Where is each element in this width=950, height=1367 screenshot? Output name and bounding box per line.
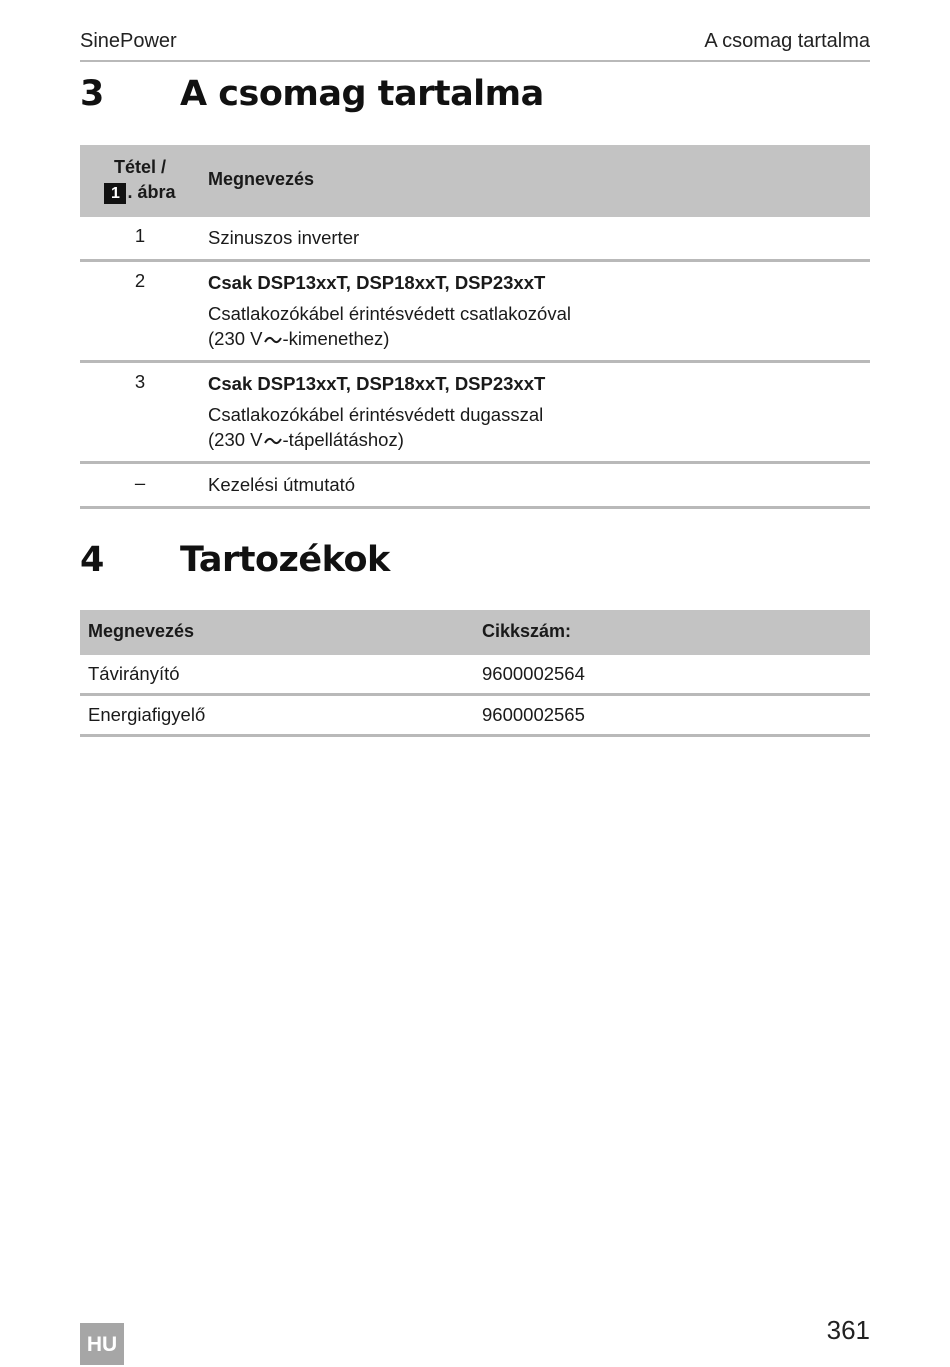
section-number: 3 <box>80 74 104 114</box>
item-column-header <box>80 155 200 205</box>
item-description-prefix: (230 V <box>208 429 263 450</box>
item-description-suffix: -tápellátáshoz) <box>282 429 404 450</box>
table-row <box>80 696 870 737</box>
figure-number-badge: 1 <box>104 183 126 204</box>
section-number: 4 <box>80 540 104 580</box>
article-number-column-header: Cikkszám: <box>482 621 572 641</box>
item-header-label: Tétel / <box>113 157 166 177</box>
package-contents-table <box>80 145 870 509</box>
page-number: 361 <box>826 1315 870 1345</box>
figure-header-label: . ábra <box>127 182 176 202</box>
table-header <box>80 610 870 655</box>
item-description: Csatlakozókábel érintésvédett csatlakozóval <box>208 303 571 324</box>
accessories-table <box>80 610 870 737</box>
table-row <box>80 363 870 464</box>
header-chapter-title: A csomag tartalma <box>704 30 870 52</box>
table-row <box>80 217 870 262</box>
accessory-name: Távirányító <box>88 663 180 684</box>
page-header <box>80 28 870 62</box>
item-number: 2 <box>134 270 146 291</box>
model-restriction-note: Csak DSP13xxT, DSP18xxT, DSP23xxT <box>208 272 546 293</box>
item-description: Szinuszos inverter <box>208 227 360 248</box>
section-title: A csomag tartalma <box>180 74 544 114</box>
table-row <box>80 655 870 696</box>
table-row <box>80 464 870 509</box>
ac-symbol-icon <box>264 335 282 345</box>
model-restriction-note: Csak DSP13xxT, DSP18xxT, DSP23xxT <box>208 373 546 394</box>
item-description-suffix: -kimenethez) <box>282 328 390 349</box>
item-number: 1 <box>134 225 146 246</box>
table-row <box>80 262 870 363</box>
article-number: 9600002565 <box>482 704 585 725</box>
section-title: Tartozékok <box>180 540 390 580</box>
item-number: 3 <box>134 371 146 392</box>
header-product-name: SinePower <box>80 30 177 52</box>
item-description: Csatlakozókábel érintésvédett dugasszal <box>208 404 544 425</box>
designation-column-header: Megnevezés <box>88 621 195 641</box>
item-description-prefix: (230 V <box>208 328 263 349</box>
item-description: Kezelési útmutató <box>208 474 356 495</box>
accessory-name: Energiafigyelő <box>88 704 206 725</box>
language-badge: HU <box>80 1323 124 1365</box>
ac-symbol-icon <box>264 436 282 446</box>
designation-column-header: Megnevezés <box>208 169 315 189</box>
article-number: 9600002564 <box>482 663 585 684</box>
item-number: – <box>134 472 146 493</box>
table-header <box>80 145 870 217</box>
